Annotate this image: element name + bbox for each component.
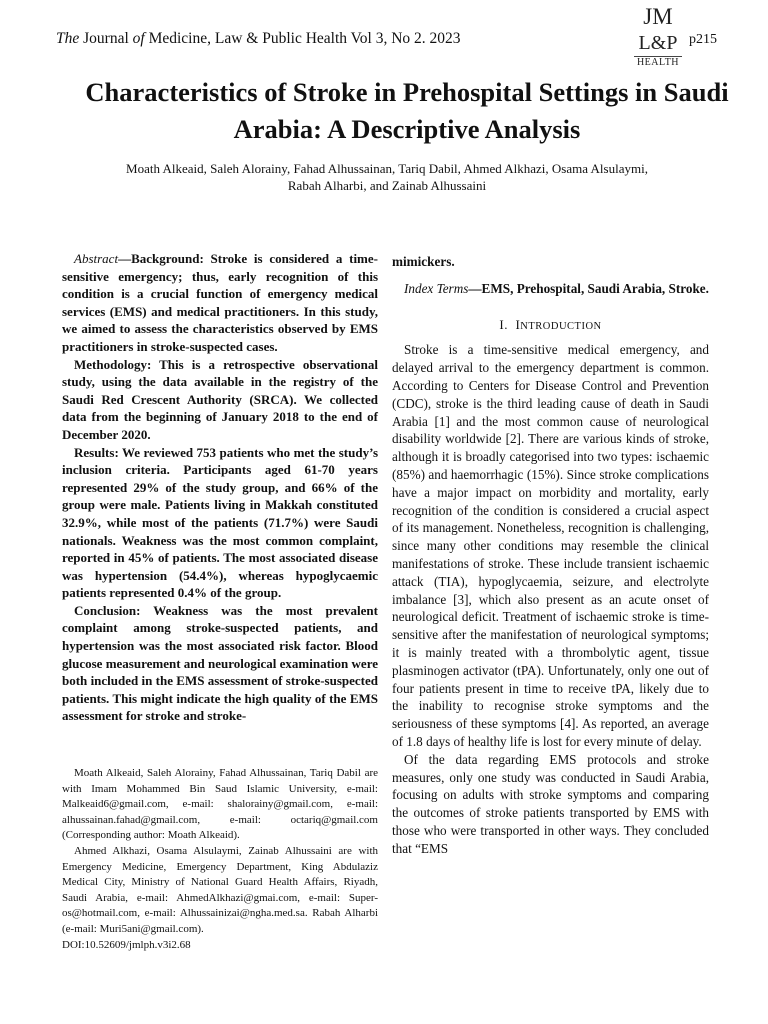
abstract-methodology: Methodology: This is a retrospective observational study, using the data available in the registry of the Saudi Red Crescent Authority (SRCA). We collected data from the beginning of January 2018 to the end of December 2020. [62,356,378,442]
abstract-conclusion: Conclusion: Weakness was the most prevalent complaint among stroke-suspected patients, and hypertension was the most associated risk factor. Blood glucose measurement and neurological examination were both included in the EMS assessment of stroke-suspected patients. This might indicate the high quality of the EMS assessment for stroke and stroke- [62,602,378,724]
introduction-paragraph-1: Stroke is a time-sensitive medical emergency, and delayed arrival to the emergency department is common. According to Centers for Disease Control and Prevention (CDC), stroke is the third leading cause of death in Saudi Arabia [1] and the most common cause of neurological disability worldwide [2]. There are various kinds of stroke, although it is broadly categorised into two types: ischaemic (85%) and haemorrhagic (15%). Since stroke complications have a major impact on morbidity and mortality, early recognition of the condition is considered a crucial aspect of its management. Nonetheless, recognition is challenging, since many other conditions may resemble the clinical manifestations of stroke. These include transient ischaemic attack (TIA), hypoglycaemia, seizure, and electrolyte imbalance [3], which also present as an acute onset of neurological deficit. Treatment of ischaemic stroke is time-sensitive after the manifestation of neurological symptoms; it is mainly treated with a thrombolytic agent, tissue plasminogen activator (tPA). Unfortunately, only one out of four patients present in time to receive tPA, likely due to the inability to recognise stroke symptoms and the seriousness of these symptoms [4]. As reported, an average of 1.8 days of healthy life is lost for every minute of delay. [392,342,709,749]
authors-line-2: Rabah Alharbi, and Zainab Alhussaini [287,178,487,193]
doi: DOI:10.52609/jmlph.v3i2.68 [62,938,191,951]
section-heading-introduction [392,316,709,336]
index-terms-text: —EMS, Prehospital, Saudi Arabia, Stroke. [468,280,709,296]
logo-line-3: HEALTH [634,56,682,69]
index-terms [392,280,709,298]
abstract-background-text: —Background: Stroke is considered a time-sensitive emergency; thus, early recognition of this condition is a crucial function of emergency medical services (EMS) and medical practitioners. In this study, we aimed to assess the characteristics observed by EMS practitioners in stroke-suspected cases. [62,251,378,354]
journal-of: of [132,30,145,47]
author-footnote [62,766,378,953]
page-number: p215 [689,32,717,47]
abstract-background [62,250,378,356]
journal-name-part: Journal [79,30,133,47]
logo-line-2: L&P [638,32,678,54]
abstract-continuation: mimickers. [392,254,455,269]
journal-header [56,30,461,48]
footnote-affiliation-2: Ahmed Alkhazi, Osama Alsulaymi, Zainab Alhussaini are with Emergency Medicine, Emergency Department, King Abdulaziz Medical City, Ministry of National Guard Health Affairs, Riyadh, Saudi Arabia, e-mail: AhmedAlkhazi@gmai.com, e-mail: Super-os@hotmail.com, e-mail: Alhussainizai@ngha.med.sa. Rabah Alharbi (e-mail: Muri5ani@gmail.com). [62,844,378,935]
logo-line-1: JM [643,4,673,29]
paper-title: Characteristics of Stroke in Prehospital Settings in Saudi Arabia: A Descriptive Analysis [85,77,729,144]
journal-volume: Medicine, Law & Public Health Vol 3, No 2. 2023 [144,30,461,47]
abstract-label: Abstract [74,251,119,266]
author-list [60,160,714,194]
index-terms-label: Index Terms [404,280,469,296]
footnote-affiliation-1: Moath Alkeaid, Saleh Alorainy, Fahad Alhussainan, Tariq Dabil are with Imam Mohammed Bin Saud Islamic University, e-mail: Malkeaid6@gmail.com, e-mail: shalorainy@gmail.com, e-mail: alhussainan.fahad@gmail.com, e-mail: octariq@gmail.com (Corresponding author: Moath Alkeaid). [62,767,378,842]
authors-line-1: Moath Alkeaid, Saleh Alorainy, Fahad Alhussainan, Tariq Dabil, Ahmed Alkhazi, Osama Alsulaymi, [126,161,648,176]
section-title-initial: I [515,316,521,332]
right-column [392,253,709,858]
journal-logo [628,4,688,69]
journal-prefix: The [56,30,80,47]
introduction-paragraph-2: Of the data regarding EMS protocols and stroke measures, only one study was conducted in Saudi Arabia, focusing on adults with stroke symptoms and comparing the outcomes of stroke patients transported by EMS with those who were transported in other ways. They concluded that “EMS [392,751,709,856]
section-title-rest: NTRODUCTION [520,320,602,332]
abstract-results: Results: We reviewed 753 patients who met the study’s inclusion criteria. Participants aged 61-70 years represented 29% of the study group, and 66% of the group were male. Patients living in Makkah constituted 32.9%, while most of the patients (71.7%) were Saudi nationals. Weakness was the most common complaint, reported in 45% of patients. The most associated disease was hypertension (54.4%), whereas hypoglycaemic patients represented 0.4% of the group. [62,444,378,601]
abstract-column [62,250,378,725]
section-numeral: I. [499,316,508,332]
